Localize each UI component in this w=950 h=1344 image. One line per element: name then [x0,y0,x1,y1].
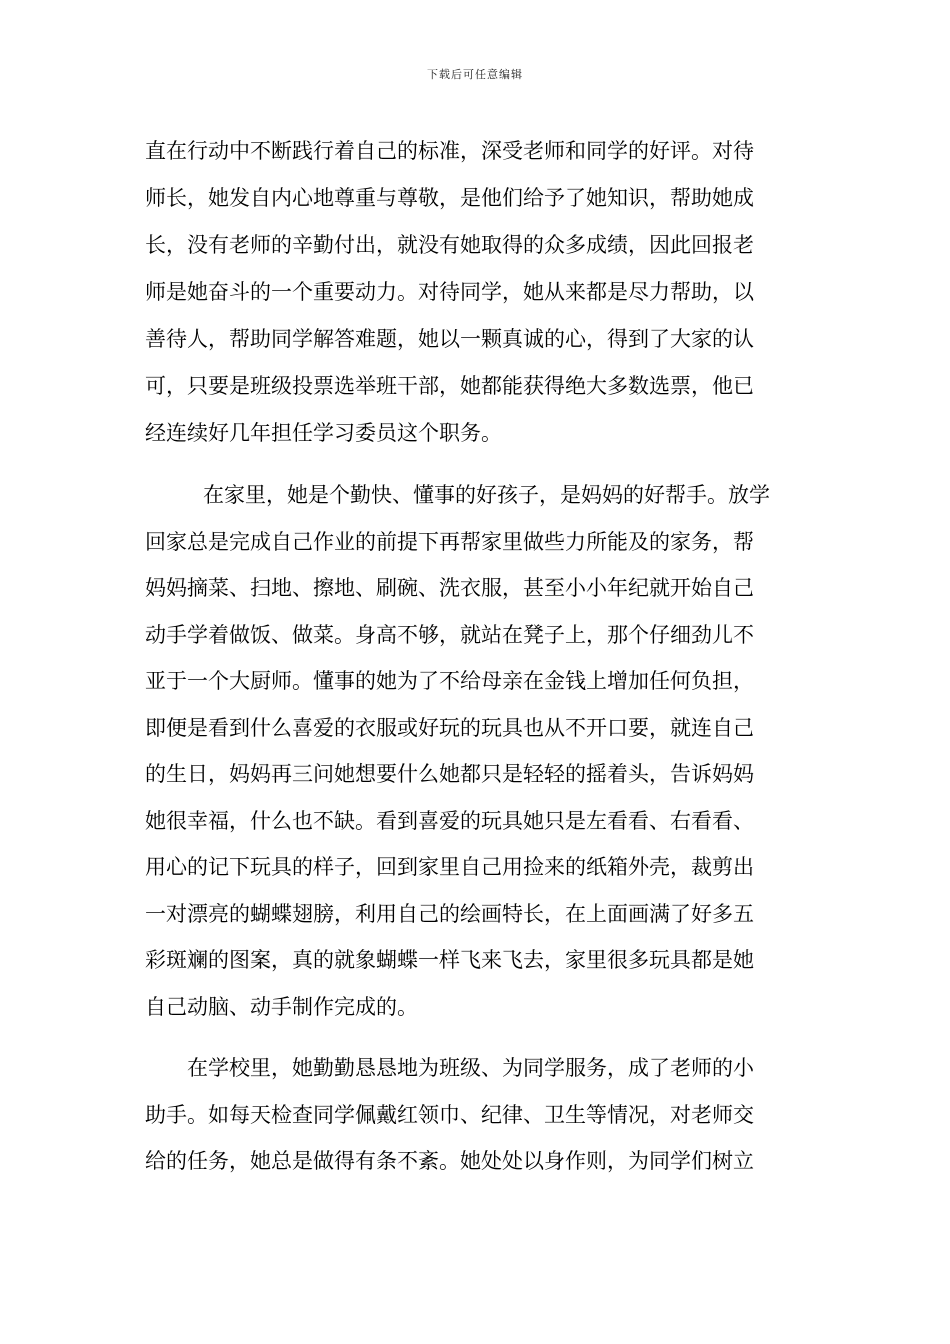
text-line: 自己动脑、动手制作完成的。 [145,994,418,1019]
paragraph-3 [145,1045,810,1185]
document-body [145,128,810,1185]
text-line: 助手。如每天检查同学佩戴红领巾、纪律、卫生等情况，对老师交 [145,1102,754,1127]
text-line: 回家总是完成自己作业的前提下再帮家里做些力所能及的家务，帮 [145,529,754,554]
text-line: 在学校里，她勤勤恳恳地为班级、为同学服务，成了老师的小 [187,1056,754,1080]
text-line: 即便是看到什么喜爱的衣服或好玩的玩具也从不开口要，就连自己 [145,715,754,740]
page-header-note: 下载后可任意编辑 [427,68,523,81]
text-line: 亚于一个大厨师。懂事的她为了不给母亲在金钱上增加任何负担， [145,669,754,693]
text-line: 一对漂亮的蝴蝶翅膀，利用自己的绘画特长，在上面画满了好多五 [145,901,754,926]
text-line: 给的任务，她总是做得有条不紊。她处处以身作则，为同学们树立 [145,1149,754,1173]
paragraph-1 [145,128,810,457]
text-line: 妈妈摘菜、扫地、擦地、刷碗、洗衣服，甚至小小年纪就开始自己 [145,576,754,600]
text-line: 的生日，妈妈再三问她想要什么她都只是轻轻的摇着头，告诉妈妈 [145,762,754,786]
text-line: 经连续好几年担任学习委员这个职务。 [145,421,502,445]
text-line: 师长，她发自内心地尊重与尊敬，是他们给予了她知识，帮助她成 [145,186,754,210]
text-line: 她很幸福，什么也不缺。看到喜爱的玩具她只是左看看、右看看、 [145,808,754,833]
paragraph-2 [145,472,810,1030]
text-line: 师是她奋斗的一个重要动力。对待同学，她从来都是尽力帮助，以 [145,280,754,304]
text-line: 可，只要是班级投票选举班干部，她都能获得绝大多数选票，他已 [145,374,754,398]
text-line: 动手学着做饭、做菜。身高不够，就站在凳子上，那个仔细劲儿不 [145,622,754,647]
text-line: 善待人，帮助同学解答难题，她以一颗真诚的心，得到了大家的认 [145,327,754,351]
text-line: 彩斑斓的图案，真的就象蝴蝶一样飞来飞去，家里很多玩具都是她 [145,948,754,972]
text-line: 长，没有老师的辛勤付出，就没有她取得的众多成绩，因此回报老 [145,233,754,257]
text-line: 在家里，她是个勤快、懂事的好孩子，是妈妈的好帮手。放学 [203,483,770,507]
text-line: 用心的记下玩具的样子，回到家里自己用捡来的纸箱外壳，裁剪出 [145,855,754,879]
text-line: 直在行动中不断践行着自己的标准，深受老师和同学的好评。对待 [145,139,754,163]
